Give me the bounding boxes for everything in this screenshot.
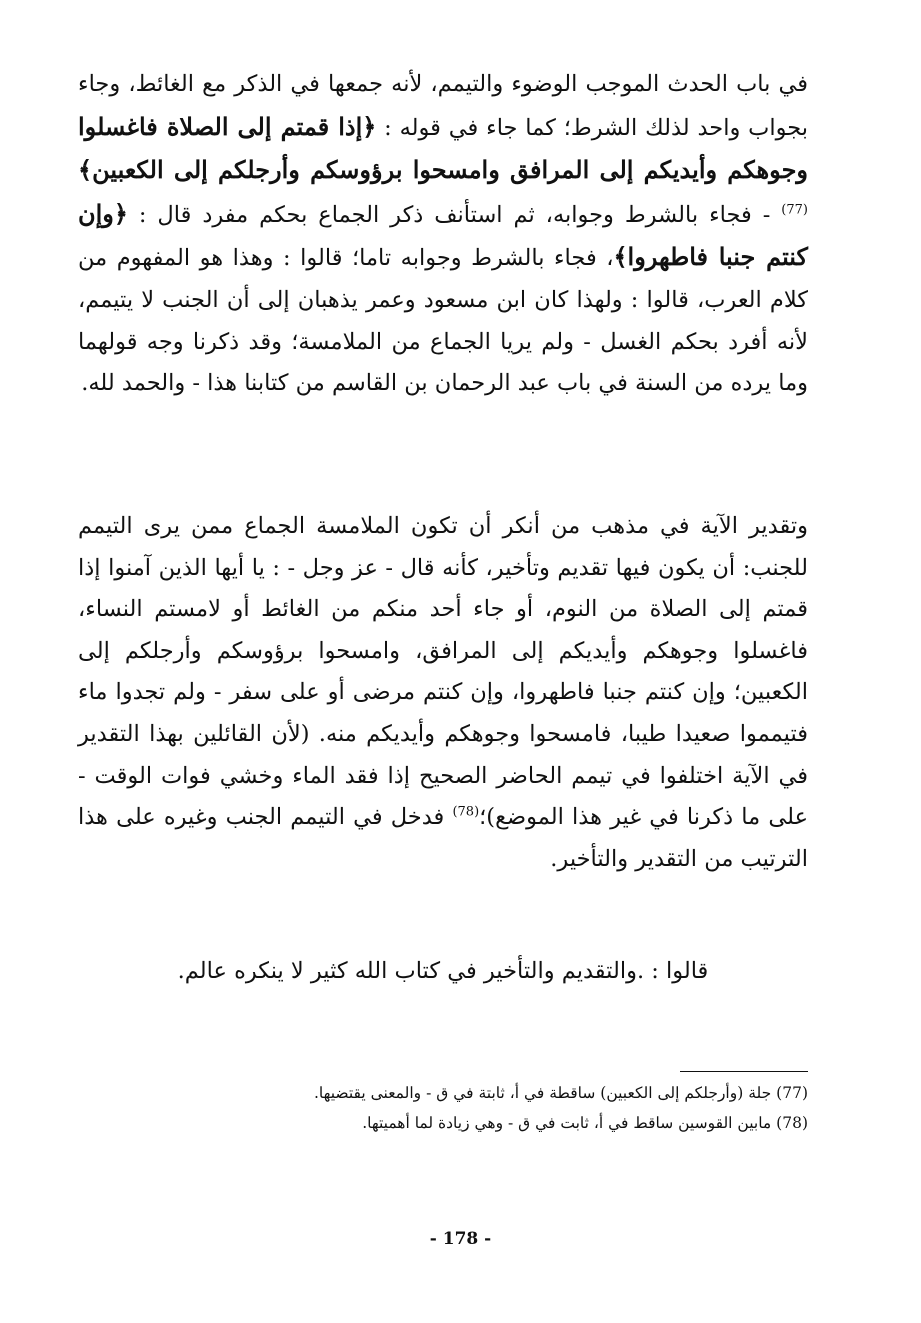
footnote-78: (78) مابين القوسين ساقط في أ، ثابت في ق - وهي زيادة لما أهميتها. (362, 1114, 808, 1132)
footnote-divider (680, 1071, 808, 1072)
p2-text-2: فدخل في التيمم الجنب وغيره على هذا الترتيب من التقدير والتأخير. (78, 804, 808, 872)
footnote-ref-77: (77) (781, 202, 808, 218)
footnote-77: (77) جلة (وأرجلكم إلى الكعبين) ساقطة في أ، ثابتة في ق - والمعنى يقتضيها. (313, 1084, 808, 1102)
p1-text-3: ، فجاء بالشرط وجوابه تاما؛ قالوا : وهذا هو المفهوم من كلام العرب، قالوا : ولهذا كان ابن مسعود وعمر يذهبان إلى أن الجنب لا يتيمم، لأنه أفرد بحكم الغسل - ولم يريا الجماع من الملامسة؛ وقد ذكرنا وجه قولهما وما يرده من السنة في باب عبد الرحمان بن القاسم من كتابنا هذا - والحمد لله. (78, 245, 808, 397)
p2-text-1: وتقدير الآية في مذهب من أنكر أن تكون الملامسة الجماع ممن يرى التيمم للجنب: أن يكون فيها تقديم وتأخير، كأنه قال - عز وجل - : يا أيها الذين آمنوا إذا قمتم إلى الصلاة من النوم، أو جاء أحد منكم من الغائط أو لامستم النساء، فاغسلوا وجوهكم وأيديكم إلى المرافق، وامسحوا برؤوسكم وأرجلكم إلى الكعبين؛ وإن كنتم جنبا فاطهروا، وإن كنتم مرضى أو على سفر - ولم تجدوا ماء فتيمموا صعيدا طيبا، فامسحوا وجوهكم وأيديكم منه. (لأن القائلين بهذا التقدير في الآية اختلفوا في تيمم الحاضر الصحيح إذا فقد الماء وخشي فوات الوقت - على ما ذكرنا في غير هذا الموضع)؛ (78, 513, 808, 831)
quran-verse-1: ﴿إذا قمتم إلى الصلاة فاغسلوا وجوهكم وأيديكم إلى المرافق وامسحوا برؤوسكم وأرجلكم إلى الكعبين﴾ (78, 111, 808, 185)
p1-text-2: - فجاء بالشرط وجوابه، ثم استأنف ذكر الجماع بحكم مفرد قال : (127, 201, 782, 228)
paragraph-1 (78, 64, 808, 405)
paragraph-3: قالوا : .والتقديم والتأخير في كتاب الله كثير لا ينكره عالم. (177, 958, 709, 984)
page-number: - 178 - (429, 1229, 492, 1249)
paragraph-2 (78, 506, 808, 880)
footnote-ref-78: (78) (452, 804, 480, 820)
quran-verse-2: ﴿وإن كنتم جنبا فاطهروا﴾ (78, 198, 808, 272)
p1-text-1: في باب الحدث الموجب الوضوء والتيمم، لأنه جمعها في الذكر مع الغائط، وجاء بجواب واحد لذلك الشرط؛ كما جاء في قوله : (78, 71, 809, 141)
